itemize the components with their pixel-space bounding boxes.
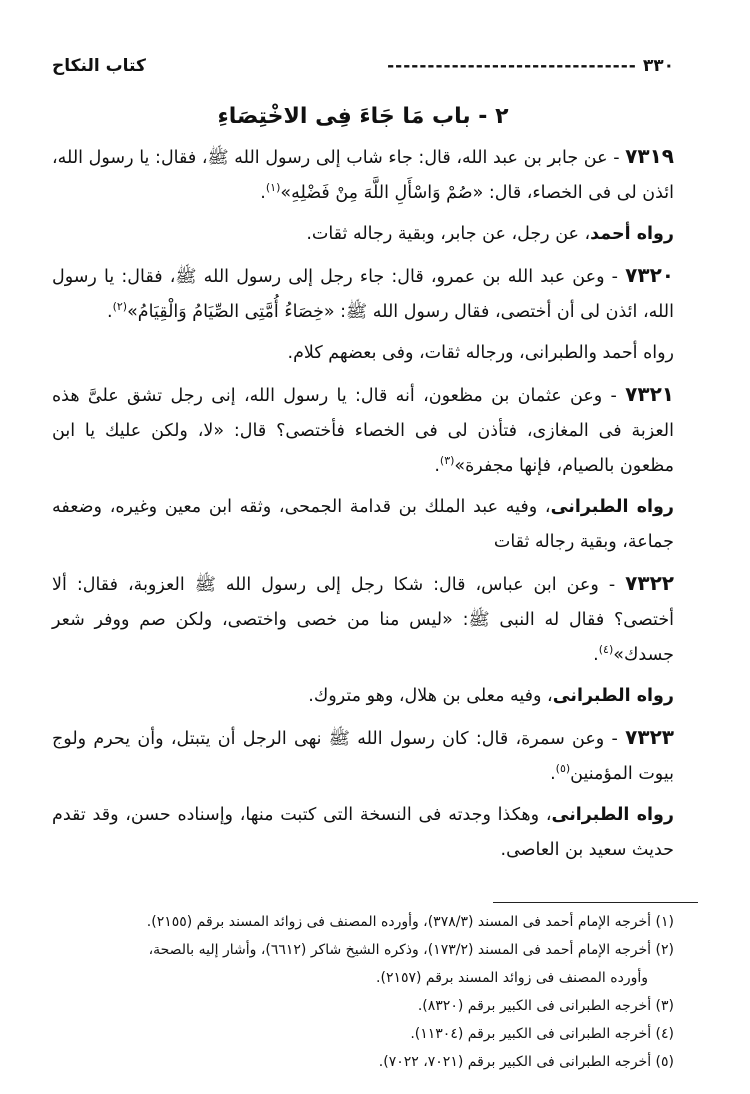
running-header [52,56,674,86]
hadith-tail: . [106,302,113,322]
hadith-number: ٧٣٢٢ [625,571,674,595]
hadith-number: ٧٣٢١ [625,382,674,406]
source-detail: ، وفيه معلى بن هلال، وهو متروك. [308,686,553,706]
footnote-item-continuation: وأورده المصنف فى زوائد المسند برقم (٢١٥٧). [376,970,648,986]
page [52,56,674,874]
book-title: كتاب النكاح [52,56,146,76]
footnote-item: (٤) أخرجه الطبرانى فى الكبير برقم (١١٣٠٤). [410,1026,674,1042]
source-paragraph [52,679,674,714]
source-paragraph [52,490,674,560]
footnote-ref: (٢) [112,300,128,314]
source-detail: ، وفيه عبد الملك بن قدامة الجمحى، وثقه ابن معين وغيره، وضعفه جماعة، وبقية رجاله ثقات [52,497,674,552]
hadith-number: ٧٣٢٠ [625,263,674,287]
footnote-ref: (٥) [555,762,571,776]
footnote-item: (١) أخرجه الإمام أحمد فى المسند (٣٧٨/٣)، وأورده المصنف فى زوائد المسند برقم (٢١٥٥). [146,914,674,930]
hadith-number: ٧٣٢٣ [625,725,674,749]
footnotes [52,908,674,1076]
source-name: رواه الطبرانى [551,805,674,825]
page-number: ٣٣٠ [642,56,674,76]
chapter-title: ٢ - باب مَا جَاءَ فِى الاخْتِصَاءِ [217,104,509,129]
footnote-ref: (٣) [439,454,455,468]
hadith-tail: . [550,764,556,784]
source-paragraph [52,217,674,252]
source-detail: ، وهكذا وجدته فى النسخة التى كتبت منها، وإسناده حسن، وقد تقدم حديث سعيد بن العاصى. [52,805,674,860]
footnote-ref: (١) [265,181,281,195]
hadith-tail: . [260,183,266,203]
hadith-list [52,139,674,868]
hadith-text: - وعن سمرة، قال: كان رسول الله ﷺ نهى الرجل أن يتبتل، وأن يحرم ولوج بيوت المؤمنين [52,729,674,784]
source-name: رواه الطبرانى [550,497,675,517]
source-paragraph [52,336,674,371]
hadith-paragraph [52,139,674,211]
hadith-text: - وعن عثمان بن مظعون، أنه قال: يا رسول الله، إنى رجل تشق علىَّ هذه العزبة فى المغازى، فتأذن لى فى الخصاء فأختصى؟ قال: «لا، ولكن عليك يا ابن مظعون بالصيام، فإنها مجفرة» [52,386,674,476]
hadith-paragraph [52,566,674,673]
source-name: رواه أحمد [590,224,674,244]
hadith-text: - وعن ابن عباس، قال: شكا رجل إلى رسول الله ﷺ العزوبة، فقال: ألا أختصى؟ فقال له النبى ﷺ: «ليس منا من خصى واختصى، ولكن صم ووفر شعر جسدك» [52,575,674,665]
footnote-divider [493,902,698,903]
footnote-item: (٥) أخرجه الطبرانى فى الكبير برقم (٧٠٢١، ٧٠٢٢). [378,1054,674,1070]
source-paragraph [52,798,674,868]
hadith-text: - وعن عبد الله بن عمرو، قال: جاء رجل إلى رسول الله ﷺ، فقال: يا رسول الله، ائذن لى أن أختصى، فقال رسول الله ﷺ: «خِصَاءُ أُمَّتِى الصِّيَامُ وَالْقِيَامُ» [52,267,674,322]
source-detail: ، عن رجل، عن جابر، وبقية رجاله ثقات. [306,224,591,244]
hadith-tail: . [434,456,440,476]
footnote-item: (٣) أخرجه الطبرانى فى الكبير برقم (٨٣٢٠). [417,998,674,1014]
hadith-number: ٧٣١٩ [625,144,674,168]
source-name: رواه الطبرانى [552,686,674,706]
hadith-text: - عن جابر بن عبد الله، قال: جاء شاب إلى رسول الله ﷺ، فقال: يا رسول الله، ائذن لى فى الخصاء، قال: «صُمْ وَاسْأَلِ اللَّهَ مِنْ فَضْلِهِ» [52,148,674,203]
source-name: رواه أحمد والطبرانى [524,343,674,363]
hadith-tail: . [593,645,599,665]
footnote-item: (٢) أخرجه الإمام أحمد فى المسند (١٧٣/٢)، وذكره الشيخ شاكر (٦٦١٢)، وأشار إليه بالصحة، [148,942,674,958]
source-detail: ، ورجاله ثقات، وفى بعضهم كلام. [287,343,525,363]
hadith-paragraph [52,720,674,792]
header-dashes: ------------------------------- [387,56,637,76]
hadith-paragraph [52,258,674,330]
footnote-ref: (٤) [598,643,614,657]
hadith-paragraph [52,377,674,484]
